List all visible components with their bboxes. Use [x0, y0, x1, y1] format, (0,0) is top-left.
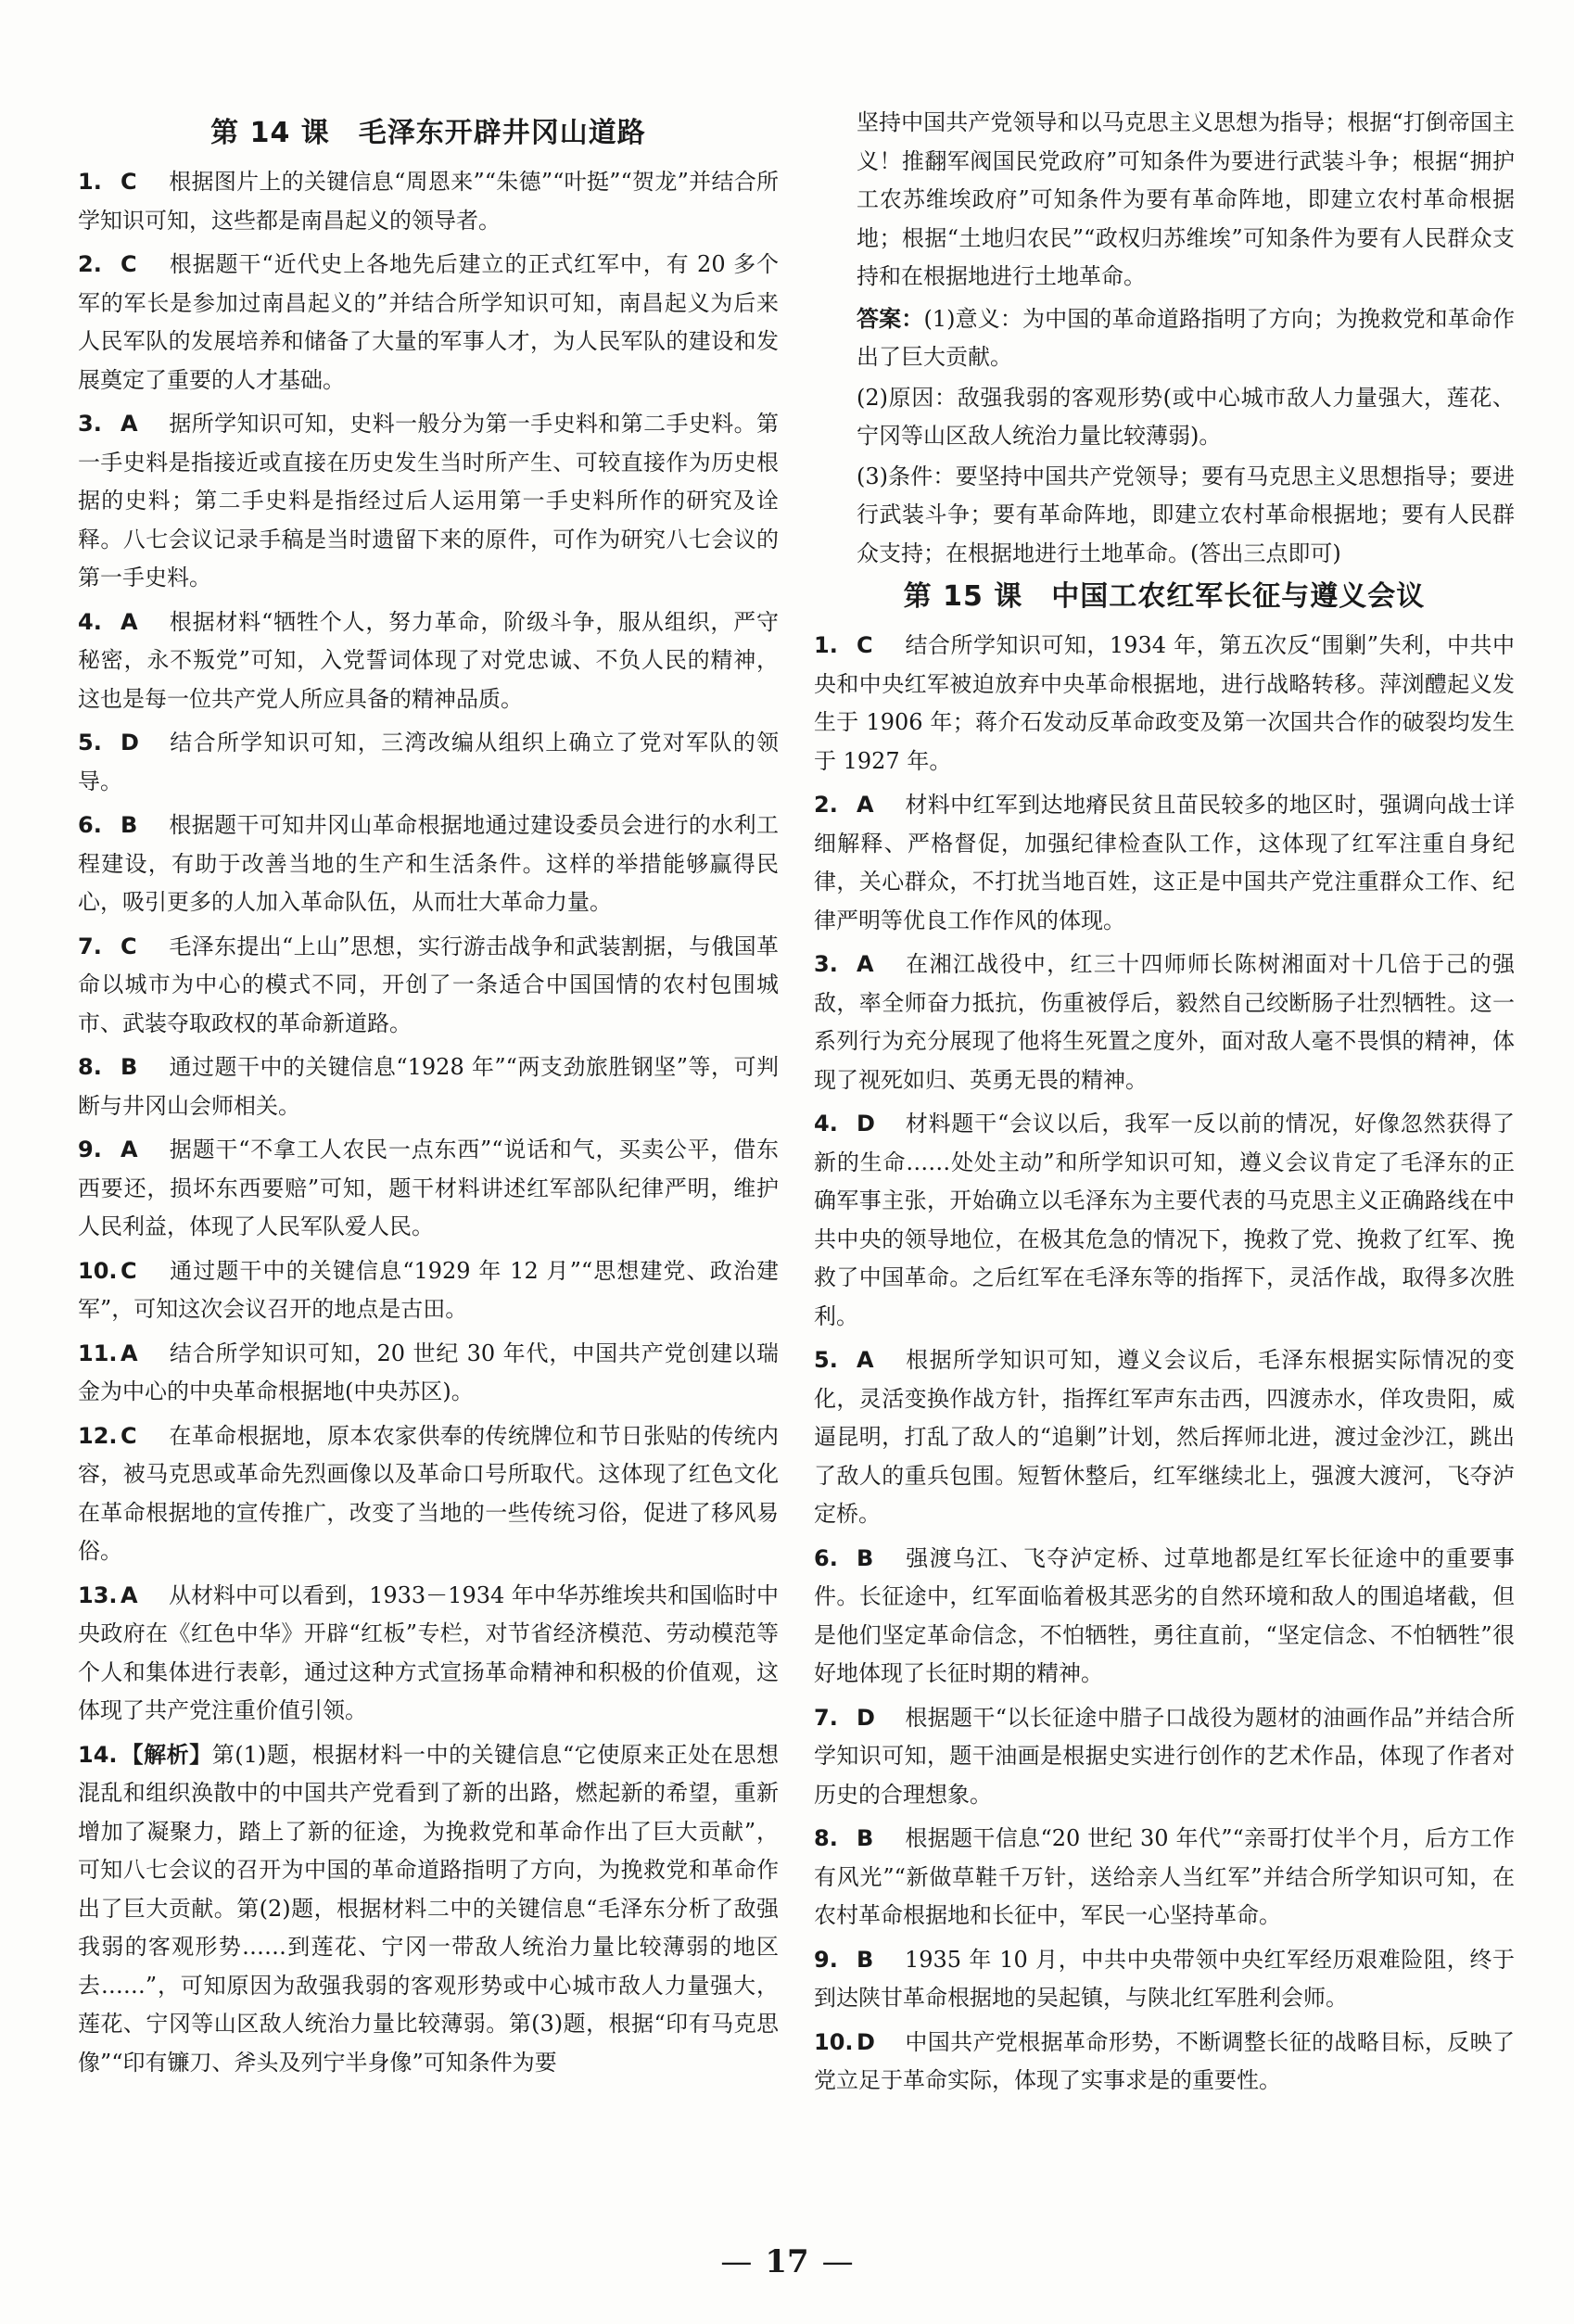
item-text: 根据题干“近代史上各地先后建立的正式红军中，有 20 多个军的军长是参加过南昌起义的”并结合所学知识可知，南昌起义为后来人民军队的发展培养和储备了大量的军事人才，为人民军队的建设和发展奠定了重要的人才基础。: [78, 251, 779, 393]
item-answer: B: [857, 1825, 874, 1851]
lesson-14-item-13: [78, 1577, 779, 1731]
item-number: 6.: [78, 812, 102, 838]
item-number: 9.: [78, 1137, 102, 1162]
item-text: 结合所学知识可知，1934 年，第五次反“围剿”失利，中共中央和中央红军被迫放弃中央革命根据地，进行战略转移。萍浏醴起义发生于 1906 年；蒋介石发动反革命政变及第一次国共合作的破裂均发生于 1927 年。: [814, 632, 1515, 774]
item-text: 从材料中可以看到，1933－1934 年中华苏维埃共和国临时中央政府在《红色中华》开辟“红板”专栏，对节省经济模范、劳动模范等个人和集体进行表彰，通过这种方式宣扬革命精神和积极的价值观，这体现了共产党注重价值引领。: [78, 1581, 779, 1723]
item-text: 结合所学知识可知，三湾改编从组织上确立了党对军队的领导。: [78, 730, 779, 794]
lesson-14-item-5: [78, 724, 779, 801]
item-text: 毛泽东提出“上山”思想，实行游击战争和武装割据，与俄国革命以城市为中心的模式不同，开创了一条适合中国国情的农村包围城市、武装夺取政权的革命新道路。: [78, 933, 779, 1036]
item-number: 1.: [78, 169, 102, 195]
lesson-15-item-6: [814, 1540, 1515, 1694]
item-answer: A: [121, 1581, 138, 1608]
lesson-15-items: [814, 627, 1515, 2101]
lesson-15-item-7: [814, 1699, 1515, 1815]
item-answer: D: [857, 2028, 875, 2055]
item-text: 通过题干中的关键信息“1929 年 12 月”“思想建党、政治建军”，可知这次会议召开的地点是古田。: [78, 1257, 779, 1322]
item-number: 2.: [814, 792, 838, 818]
item-number: 4.: [78, 608, 102, 635]
item-text: 中国共产党根据革命形势，不断调整长征的战略目标，反映了党立足于革命实际，体现了实事求是的重要性。: [814, 2028, 1515, 2093]
lesson-14-item-3: [78, 405, 779, 598]
item-text: 根据题干“以长征途中腊子口战役为题材的油画作品”并结合所学知识可知，题干油画是根据史实进行创作的艺术作品，体现了作者对历史的合理想象。: [814, 1704, 1515, 1808]
lesson-15-item-2: [814, 786, 1515, 940]
item-text: 据题干“不拿工人农民一点东西”“说话和气，买卖公平，借东西要还，损坏东西要赔”可知，题干材料讲述红军部队纪律严明，维护人民利益，体现了人民军队爱人民。: [78, 1137, 779, 1239]
item-text: 材料中红军到达地瘠民贫且苗民较多的地区时，强调向战士详细解释、严格督促，加强纪律检查队工作，这体现了红军注重自身纪律，关心群众，不打扰当地百姓，这正是中国共产党注重群众工作、纪律严明等优良工作作风的体现。: [814, 792, 1515, 933]
lesson-14-item-14-continued: 坚持中国共产党领导和以马克思主义思想为指导；根据“打倒帝国主义！推翻军阀国民党政府”可知条件为要进行武装斗争；根据“拥护工农苏维埃政府”可知条件为要有革命阵地，即建立农村革命根据地；根据“土地归农民”“政权归苏维埃”可知条件为要有人民群众支持和在根据地进行土地革命。: [857, 109, 1515, 289]
item-number: 10.: [814, 2028, 854, 2055]
item-number: 2.: [78, 251, 102, 277]
item-answer: C: [857, 632, 873, 658]
lesson-14-item-10: [78, 1252, 779, 1329]
item-text: 强渡乌江、飞夺泸定桥、过草地都是红军长征途中的重要事件。长征途中，红军面临着极其恶劣的自然环境和敌人的围追堵截，但是他们坚定革命信念，不怕牺牲，勇往直前，“坚定信念、不怕牺牲”很好地体现了长征时期的精神。: [814, 1544, 1515, 1686]
item-number: 4.: [814, 1111, 838, 1137]
item-number: 8.: [814, 1825, 838, 1851]
item-number: 12.: [78, 1422, 118, 1449]
item-answer: A: [121, 1340, 138, 1366]
item-number: 6.: [814, 1544, 838, 1571]
answer-text: (1)意义：为中国的革命道路指明了方向；为挽救党和革命作出了巨大贡献。: [857, 305, 1516, 370]
lesson-15-item-3: [814, 946, 1515, 1099]
footer-dash-right: —: [821, 2243, 854, 2280]
item-answer: B: [121, 812, 138, 838]
item-text: 据所学知识可知，史料一般分为第一手史料和第二手史料。第一手史料是指接近或直接在历史发生当时所产生、可较直接作为历史根据的史料；第二手史料是指经过后人运用第一手史料所作的研究及诠释。八七会议记录手稿是当时遗留下来的原件，可作为研究八七会议的第一手史料。: [78, 411, 779, 591]
lesson-15-item-1: [814, 627, 1515, 781]
lesson-15-item-9: [814, 1941, 1515, 2018]
item-answer: A: [857, 792, 874, 818]
answer-line-3: (3)条件：要坚持中国共产党领导；要有马克思主义思想指导；要进行武装斗争；要有革命阵地，即建立农村革命根据地；要有人民群众支持；在根据地进行土地革命。(答出三点即可): [857, 463, 1515, 566]
item-text: 根据题干可知井冈山革命根据地通过建设委员会进行的水利工程建设，有助于改善当地的生产和生活条件。这样的举措能够赢得民心，吸引更多的人加入革命队伍，从而壮大革命力量。: [78, 812, 779, 915]
item-number: 14.: [78, 1741, 118, 1768]
item-answer: B: [857, 1946, 874, 1973]
lesson-14-title: 第 14 课 毛泽东开辟井冈山道路: [210, 117, 646, 149]
item-answer: A: [857, 951, 874, 977]
lesson-14-item-4: [78, 603, 779, 719]
item-answer: D: [121, 730, 139, 756]
footer-dash-left: —: [720, 2243, 753, 2280]
item-text: 根据材料“牺牲个人，努力革命，阶级斗争，服从组织，严守秘密，永不叛党”可知，入党誓词体现了对党忠诚、不负人民的精神，这也是每一位共产党人所应具备的精神品质。: [78, 608, 779, 712]
lesson-14-item-8: [78, 1048, 779, 1125]
item-number: 13.: [78, 1581, 118, 1608]
lesson-15-item-10: [814, 2024, 1515, 2101]
item-number: 10.: [78, 1257, 118, 1284]
item-answer: B: [121, 1054, 138, 1080]
item-number: 11.: [78, 1340, 118, 1366]
item-answer: B: [857, 1544, 874, 1571]
lesson-14-item-1: [78, 163, 779, 240]
item-number: 5.: [814, 1347, 838, 1373]
lesson-14-items: [78, 163, 779, 1731]
item-text: 根据题干信息“20 世纪 30 年代”“亲哥打仗半个月，后方工作有风光”“新做草鞋千万针，送给亲人当红军”并结合所学知识可知，在农村革命根据地和长征中，军民一心坚持革命。: [814, 1825, 1515, 1928]
item-text: 第(1)题，根据材料一中的关键信息“它使原来正处在思想混乱和组织涣散中的中国共产党看到了新的出路，燃起新的希望，重新增加了凝聚力，踏上了新的征途，为挽救党和革命作出了巨大贡献”，可知八七会议的召开为中国的革命道路指明了方向，为挽救党和革命作出了巨大贡献。第(2)题，根据材料二中的关键信息“毛泽东分析了敌强我弱的客观形势……到莲花、宁冈一带敌人统治力量比较薄弱的地区去……”，可知原因为敌强我弱的客观形势或中心城市敌人力量强大，莲花、宁冈等山区敌人统治力量比较薄弱。第(3)题，根据“印有马克思像”“印有镰刀、斧头及列宁半身像”可知条件为要: [78, 1741, 780, 2076]
analysis-label: 【解析】: [121, 1741, 212, 1768]
item-number: 7.: [78, 933, 102, 959]
item-answer: A: [121, 411, 138, 437]
item-text: 在革命根据地，原本农家供奉的传统牌位和节日张贴的传统内容，被马克思或革命先烈画像以及革命口号所取代。这体现了红色文化在革命根据地的宣传推广，改变了当地的一些传统习俗，促进了移风易俗。: [78, 1422, 779, 1564]
lesson-15-item-5: [814, 1341, 1515, 1534]
item-text: 根据图片上的关键信息“周恩来”“朱德”“叶挺”“贺龙”并结合所学知识可知，这些都是南昌起义的领导者。: [78, 169, 779, 234]
item-text: 1935 年 10 月，中共中央带领中央红军经历艰难险阻，终于到达陕甘革命根据地的吴起镇，与陕北红军胜利会师。: [814, 1946, 1515, 2011]
lesson-14-item-6: [78, 806, 779, 922]
item-text: 结合所学知识可知，20 世纪 30 年代，中国共产党创建以瑞金为中心的中央革命根据地(中央苏区)。: [78, 1340, 779, 1404]
item-answer: C: [121, 251, 137, 277]
item-number: 7.: [814, 1704, 838, 1731]
page-number: 17: [765, 2243, 809, 2280]
lesson-15-item-4: [814, 1105, 1515, 1336]
item-number: 5.: [78, 730, 102, 756]
item-number: 9.: [814, 1946, 838, 1973]
item-number: 1.: [814, 632, 838, 658]
item-number: 8.: [78, 1054, 102, 1080]
lesson-14-item-2: [78, 246, 779, 400]
answer-label: 答案：: [857, 305, 924, 332]
answer-line-2: (2)原因：敌强我弱的客观形势(或中心城市敌人力量强大，莲花、宁冈等山区敌人统治力量比较薄弱)。: [857, 384, 1515, 449]
lesson-14-item-12: [78, 1417, 779, 1571]
lesson-15-title: 第 15 课 中国工农红军长征与遵义会议: [903, 580, 1426, 613]
item-answer: A: [121, 1137, 138, 1162]
item-text: 材料题干“会议以后，我军一反以前的情况，好像忽然获得了新的生命……处处主动”和所学知识可知，遵义会议肯定了毛泽东的正确军事主张，开始确立以毛泽东为主要代表的马克思主义正确路线在中共中央的领导地位，在极其危急的情况下，挽救了党、挽救了红军、挽救了中国革命。之后红军在毛泽东等的指挥下，灵活作战，取得多次胜利。: [814, 1111, 1515, 1329]
lesson-14-item-9: [78, 1131, 779, 1247]
lesson-14-item-14: [78, 1736, 779, 2083]
item-answer: D: [857, 1111, 875, 1137]
lesson-14-item-7: [78, 928, 779, 1044]
item-answer: C: [121, 1422, 137, 1449]
left-column: [78, 109, 779, 2088]
item-answer: C: [121, 169, 137, 195]
item-number: 3.: [78, 411, 102, 437]
answer-line-1: [857, 300, 1515, 377]
item-text: 在湘江战役中，红三十四师师长陈树湘面对十几倍于己的强敌，率全师奋力抵抗，伤重被俘后，毅然自己绞断肠子壮烈牺牲。这一系列行为充分展现了他将生死置之度外，面对敌人毫不畏惧的精神，体现了视死如归、英勇无畏的精神。: [814, 951, 1515, 1093]
item-answer: C: [121, 1257, 137, 1284]
right-column: [814, 104, 1515, 2106]
item-answer: C: [121, 933, 137, 959]
item-answer: A: [121, 608, 138, 635]
item-number: 3.: [814, 951, 838, 977]
item-answer: D: [857, 1704, 875, 1731]
page-footer: [0, 2243, 1574, 2280]
item-answer: A: [857, 1347, 874, 1373]
lesson-15-item-8: [814, 1820, 1515, 1936]
item-text: 通过题干中的关键信息“1928 年”“两支劲旅胜钢坚”等，可判断与井冈山会师相关。: [78, 1054, 779, 1119]
lesson-14-item-11: [78, 1335, 779, 1412]
item-text: 根据所学知识可知，遵义会议后，毛泽东根据实际情况的变化，灵活变换作战方针，指挥红军声东击西，四渡赤水，佯攻贵阳，威逼昆明，打乱了敌人的“追剿”计划，然后挥师北进，渡过金沙江，跳出了敌人的重兵包围。短暂休整后，红军继续北上，强渡大渡河，飞夺泸定桥。: [814, 1347, 1515, 1527]
